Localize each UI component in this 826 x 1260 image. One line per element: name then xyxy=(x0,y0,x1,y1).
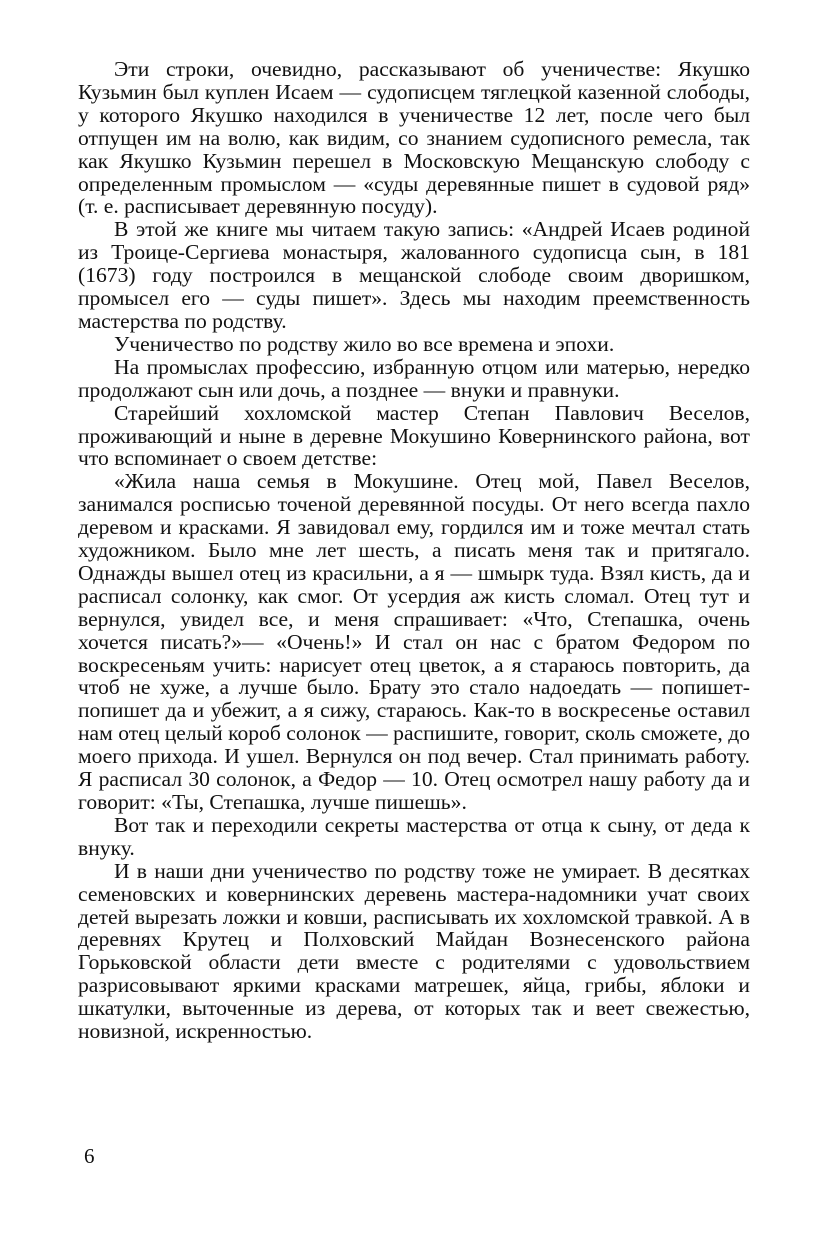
paragraph-master-veselov: Старейший хохломской мастер Степан Павлович Веселов, проживающий и ныне в деревне Мокушино Ковернинского района, вот что вспоминает о своем детстве: xyxy=(78,400,750,471)
paragraph-andrey-isaev-record: В этой же книге мы читаем такую запись: «Андрей Исаев родиной из Троице-Сергиева монастыря, жалованного судописца сын, в 181 (1673) году построился в мещанской слободе своим дворишком, промысел его — суды пишет». Здесь мы находим преемственность мастерства по родству. xyxy=(78,217,750,333)
paragraph-kinship-apprenticeship: Ученичество по родству жило во все времена и эпохи. xyxy=(114,331,615,356)
page-body xyxy=(78,58,750,1043)
paragraph-apprenticeship-lines: Эти строки, очевидно, рассказывают об ученичестве: Якушко Кузьмин был куплен Исаем — судописцем тяглецкой казенной слободы, у которого Якушко находился в ученичестве 12 лет, после чего был отпущен им на волю, как видим, со знанием судописного ремесла, так как Якушко Кузьмин перешел в Московскую Мещанскую слободу с определенным промыслом — «суды деревянные пишет в судовой ряд» (т. е. расписывает деревянную посуду). xyxy=(78,57,750,219)
paragraph-veselov-quote: «Жила наша семья в Мокушине. Отец мой, Павел Веселов, занимался росписью точеной деревянной посуды. От него всегда пахло деревом и красками. Я завидовал ему, гордился им и тоже мечтал стать художником. Было мне лет шесть, а писать меня так и притягало. Однажды вышел отец из красильни, а я — шмырк туда. Взял кисть, да и расписал солонку, как смог. От усердия аж кисть сломал. Отец тут и вернулся, увидел все, и меня спрашивает: «Что, Степашка, очень хочется писать?»— «Очень!» И стал он нас с братом Федором по воскресеньям учить: нарисует отец цветок, а я стараюсь повторить, да чтоб не хуже, а лучше было. Брату это стало надоедать — попишет-попишет да и убежит, а я сижу, стараюсь. Как-то в воскресенье оставил нам отец целый короб солонок — распишите, говорит, сколь сможете, до моего прихода. И ушел. Вернулся он под вечер. Стал принимать работу. Я расписал 30 солонок, а Федор — 10. Отец осмотрел нашу работу да и говорит: «Ты, Степашка, лучше пишешь». xyxy=(78,469,750,814)
paragraph-crafts-profession: На промыслах профессию, избранную отцом или матерью, нередко продолжают сын или дочь, а позднее — внуки и правнуки. xyxy=(78,354,750,402)
paragraph-secrets-passed: Вот так и переходили секреты мастерства от отца к сыну, от деда к внуку. xyxy=(78,812,750,860)
paragraph-present-days: И в наши дни ученичество по родству тоже не умирает. В десятках семеновских и ковернинских деревень мастера-надомники учат своих детей вырезать ложки и ковши, расписывать их хохломской травкой. А в деревнях Крутец и Полховский Майдан Вознесенского района Горьковской области дети вместе с родителями с удовольствием разрисовывают яркими красками матрешек, яйца, грибы, яблоки и шкатулки, выточенные из дерева, от которых так и веет свежестью, новизной, искренностью. xyxy=(78,858,750,1044)
page-number: 6 xyxy=(84,1144,95,1168)
